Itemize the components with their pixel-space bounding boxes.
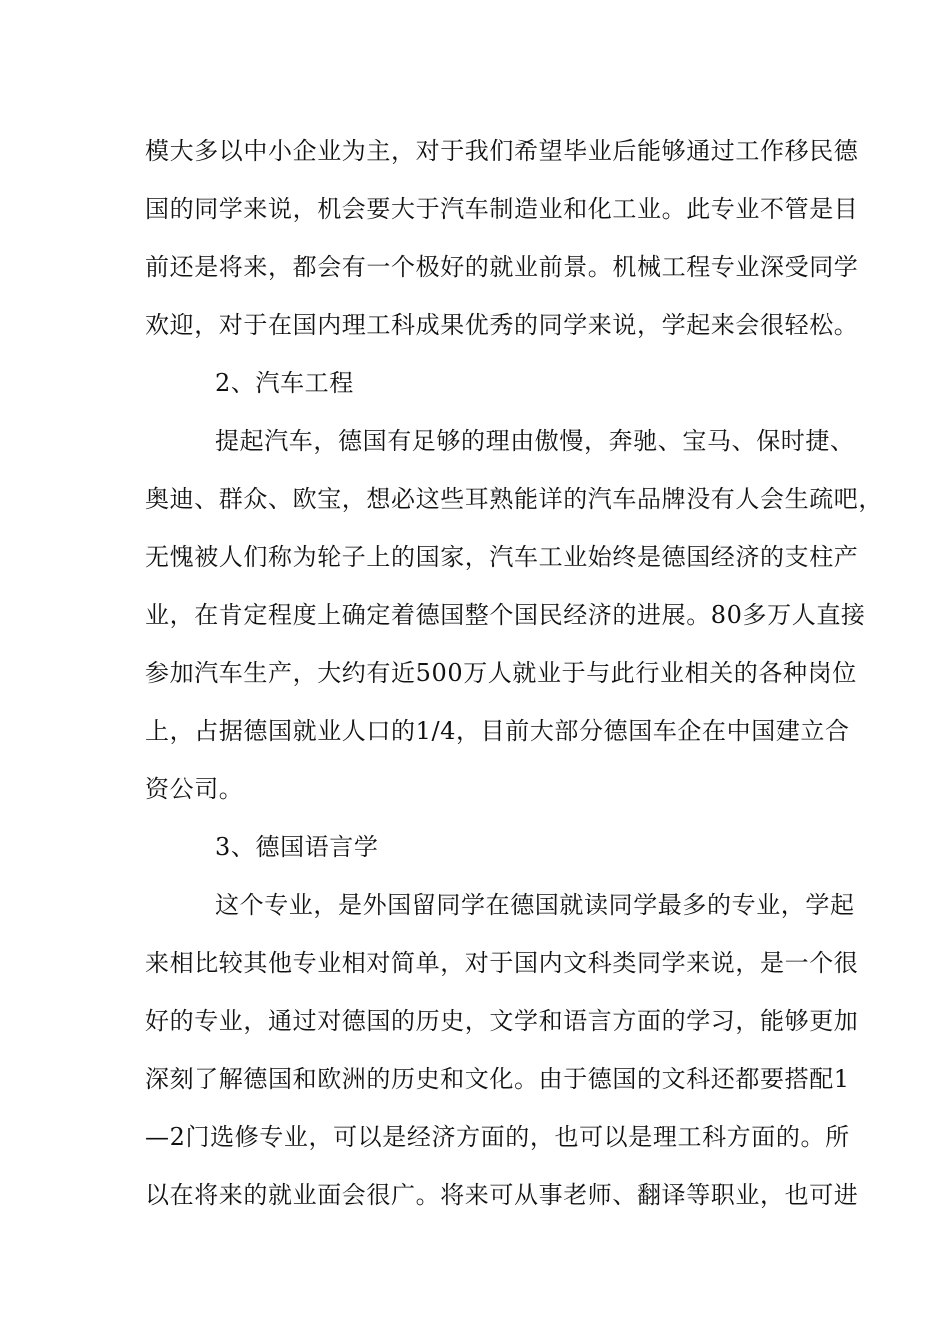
paragraph-2-line-7: 资公司。 bbox=[145, 775, 244, 803]
paragraph-1-line-1: 模大多以中小企业为主，对于我们希望毕业后能够通过工作移民德 bbox=[145, 137, 859, 165]
section-heading-3: 3、德国语言学 bbox=[215, 833, 379, 861]
section-heading-2: 2、汽车工程 bbox=[215, 369, 354, 397]
paragraph-2-line-6: 上，占据德国就业人口的1/4，目前大部分德国车企在中国建立合 bbox=[145, 717, 850, 745]
paragraph-2-line-1: 提起汽车，德国有足够的理由傲慢，奔驰、宝马、保时捷、 bbox=[215, 427, 855, 455]
paragraph-2-line-2: 奥迪、群众、欧宝，想必这些耳熟能详的汽车品牌没有人会生疏吧， bbox=[145, 485, 883, 513]
paragraph-3-line-5: —2门选修专业，可以是经济方面的，也可以是理工科方面的。所 bbox=[145, 1123, 850, 1151]
paragraph-1-line-2: 国的同学来说，机会要大于汽车制造业和化工业。此专业不管是目 bbox=[145, 195, 859, 223]
paragraph-3-line-6: 以在将来的就业面会很广。将来可从事老师、翻译等职业，也可进 bbox=[145, 1181, 859, 1209]
paragraph-3-line-1: 这个专业，是外国留同学在德国就读同学最多的专业，学起 bbox=[215, 891, 855, 919]
paragraph-2-line-5: 参加汽车生产，大约有近500万人就业于与此行业相关的各种岗位 bbox=[145, 659, 857, 687]
paragraph-1-line-3: 前还是将来，都会有一个极好的就业前景。机械工程专业深受同学 bbox=[145, 253, 859, 281]
paragraph-3-line-2: 来相比较其他专业相对简单，对于国内文科类同学来说，是一个很 bbox=[145, 949, 859, 977]
paragraph-2-line-3: 无愧被人们称为轮子上的国家，汽车工业始终是德国经济的支柱产 bbox=[145, 543, 859, 571]
paragraph-3-line-3: 好的专业，通过对德国的历史，文学和语言方面的学习，能够更加 bbox=[145, 1007, 859, 1035]
paragraph-3-line-4: 深刻了解德国和欧洲的历史和文化。由于德国的文科还都要搭配1 bbox=[145, 1065, 850, 1093]
paragraph-1-line-4: 欢迎，对于在国内理工科成果优秀的同学来说，学起来会很轻松。 bbox=[145, 311, 859, 339]
paragraph-2-line-4: 业，在肯定程度上确定着德国整个国民经济的进展。80多万人直接 bbox=[145, 601, 866, 629]
